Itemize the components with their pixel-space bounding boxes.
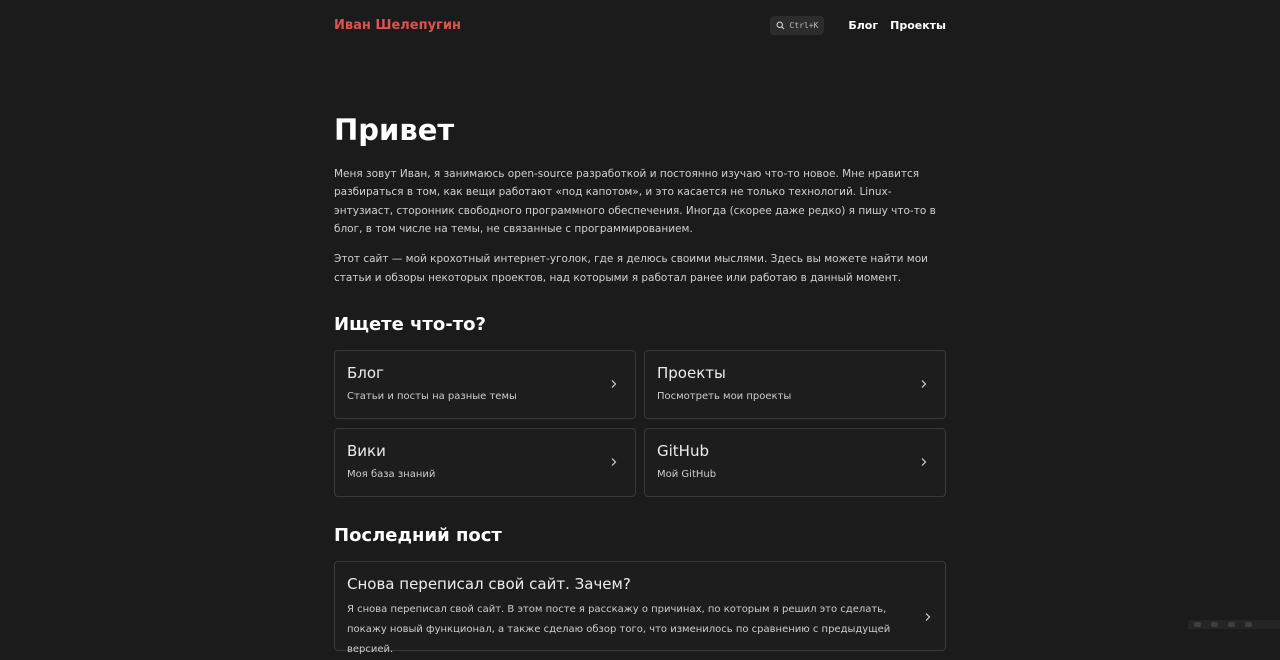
post-title: Снова переписал свой сайт. Зачем?: [347, 574, 631, 593]
page-title: Привет: [334, 113, 455, 147]
main-nav: [770, 16, 946, 35]
floating-toolbar: [1188, 620, 1280, 629]
card-projects[interactable]: [644, 350, 946, 419]
card-title: GitHub: [657, 441, 709, 460]
card-blog[interactable]: [334, 350, 636, 419]
latest-post-heading: Последний пост: [334, 524, 502, 546]
nav-link-projects[interactable]: Проекты: [890, 18, 946, 32]
page-container: [334, 0, 946, 655]
card-description: Посмотреть мои проекты: [657, 390, 792, 402]
intro-paragraph-2: Этот сайт — мой крохотный интернет-уголок, где я делюсь своими мыслями. Здесь вы можете найти мои статьи и обзоры некоторых проектов, над которыми я работал ранее или работаю в данный момент.: [334, 253, 928, 284]
site-brand-link[interactable]: Иван Шелепугин: [334, 17, 461, 33]
intro-paragraph-1: Меня зовут Иван, я занимаюсь open-source разработкой и постоянно изучаю что-то новое. Мне нравится разбираться в том, как вещи работают «под капотом», и это касается не только технологий. Linux-энтузиаст, сторонник свободного программного обеспечения. Иногда (скорее даже редко) я пишу что-то в блог, в том числе на темы, не связанные с программированием.: [334, 168, 936, 236]
search-icon: [776, 21, 785, 30]
card-title: Вики: [347, 441, 386, 460]
toolbar-button[interactable]: [1194, 622, 1201, 627]
latest-post-card[interactable]: [334, 561, 946, 655]
chevron-right-icon: [924, 612, 931, 622]
card-description: Статьи и посты на разные темы: [347, 390, 517, 402]
card-wiki[interactable]: [334, 428, 636, 497]
search-shortcut-hint: Ctrl+K: [789, 20, 819, 30]
chevron-right-icon: [920, 457, 927, 467]
intro-text: [334, 165, 946, 287]
card-title: Блог: [347, 363, 384, 382]
card-description: Мой GitHub: [657, 468, 717, 480]
chevron-right-icon: [610, 457, 617, 467]
search-button[interactable]: [770, 16, 824, 35]
post-excerpt: Я снова переписал свой сайт. В этом посте я расскажу о причинах, по которым я решил это сделать, покажу новый функционал, а также сделаю обзор того, что изменилось по сравнению с предыдущей версией.: [347, 603, 891, 655]
chevron-right-icon: [920, 379, 927, 389]
toolbar-button[interactable]: [1245, 622, 1252, 627]
card-title: Проекты: [657, 363, 726, 382]
explore-heading: Ищете что-то?: [334, 313, 486, 335]
nav-link-blog[interactable]: Блог: [848, 18, 879, 32]
toolbar-button[interactable]: [1211, 622, 1218, 627]
card-description: Моя база знаний: [347, 468, 436, 480]
toolbar-button[interactable]: [1228, 622, 1235, 627]
site-header: [334, 0, 946, 50]
card-github[interactable]: [644, 428, 946, 497]
explore-card-grid: [334, 350, 946, 497]
chevron-right-icon: [610, 379, 617, 389]
